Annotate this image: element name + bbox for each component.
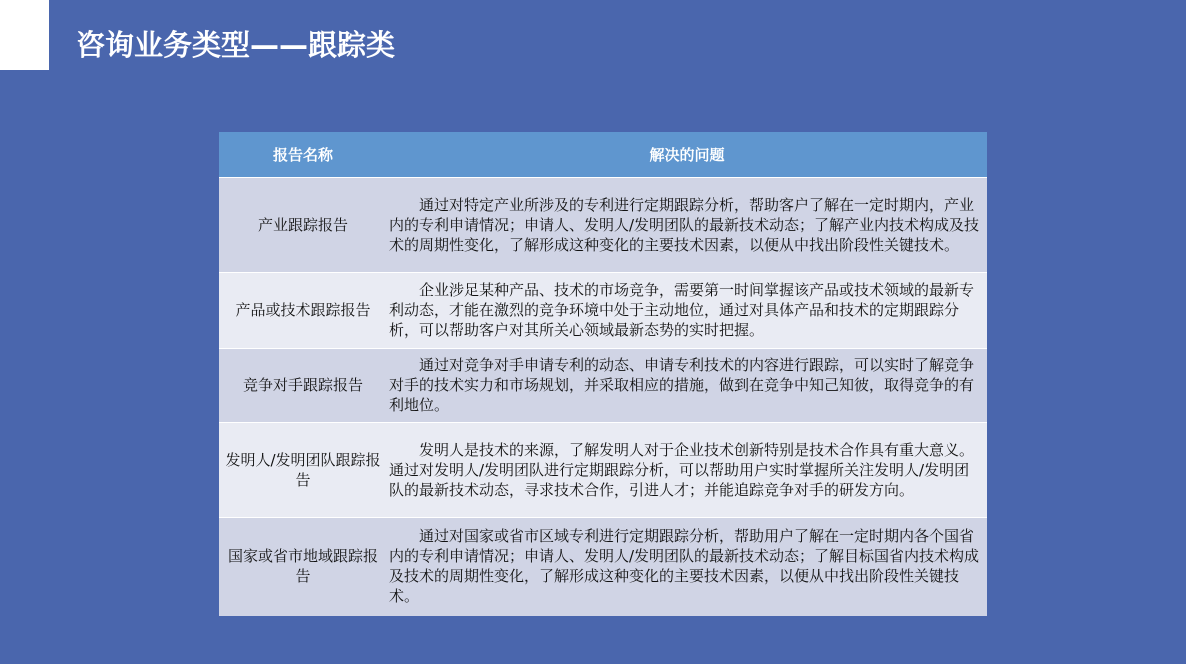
- table-row: [219, 518, 987, 616]
- slide-title: 咨询业务类型——跟踪类: [76, 28, 396, 62]
- table-row: [219, 423, 987, 518]
- report-name-cell: 产品或技术跟踪报告: [219, 273, 387, 349]
- header-report-name: 报告名称: [219, 132, 387, 178]
- table-row: [219, 273, 987, 349]
- table-row: [219, 178, 987, 273]
- report-description-cell: 企业涉足某种产品、技术的市场竞争，需要第一时间掌握该产品或技术领域的最新专利动态，才能在激烈的竞争环境中处于主动地位，通过对具体产品和技术的定期跟踪分析，可以帮助客户对其所关心领域最新态势的实时把握。: [387, 273, 987, 349]
- report-description-cell: 通过对竞争对手申请专利的动态、申请专利技术的内容进行跟踪，可以实时了解竞争对手的技术实力和市场规划，并采取相应的措施，做到在竞争中知己知彼，取得竞争的有利地位。: [387, 349, 987, 423]
- header-problem-solved: 解决的问题: [387, 132, 987, 178]
- corner-decoration: [0, 0, 49, 70]
- report-description-cell: 通过对特定产业所涉及的专利进行定期跟踪分析，帮助客户了解在一定时期内，产业内的专利申请情况；申请人、发明人/发明团队的最新技术动态；了解产业内技术构成及技术的周期性变化，了解形成这种变化的主要技术因素，以便从中找出阶段性关键技术。: [387, 178, 987, 273]
- table-row: [219, 349, 987, 423]
- report-types-table: [219, 132, 987, 616]
- report-name-cell: 发明人/发明团队跟踪报告: [219, 423, 387, 518]
- report-description-cell: 发明人是技术的来源，了解发明人对于企业技术创新特别是技术合作具有重大意义。通过对发明人/发明团队进行定期跟踪分析，可以帮助用户实时掌握所关注发明人/发明团队的最新技术动态，寻求技术合作，引进人才；并能追踪竞争对手的研发方向。: [387, 423, 987, 518]
- report-description-cell: 通过对国家或省市区域专利进行定期跟踪分析，帮助用户了解在一定时期内各个国省内的专利申请情况；申请人、发明人/发明团队的最新技术动态；了解目标国省内技术构成及技术的周期性变化，了解形成这种变化的主要技术因素，以便从中找出阶段性关键技术。: [387, 518, 987, 616]
- report-name-cell: 产业跟踪报告: [219, 178, 387, 273]
- report-name-cell: 竞争对手跟踪报告: [219, 349, 387, 423]
- table-header-row: [219, 132, 987, 178]
- report-name-cell: 国家或省市地域跟踪报告: [219, 518, 387, 616]
